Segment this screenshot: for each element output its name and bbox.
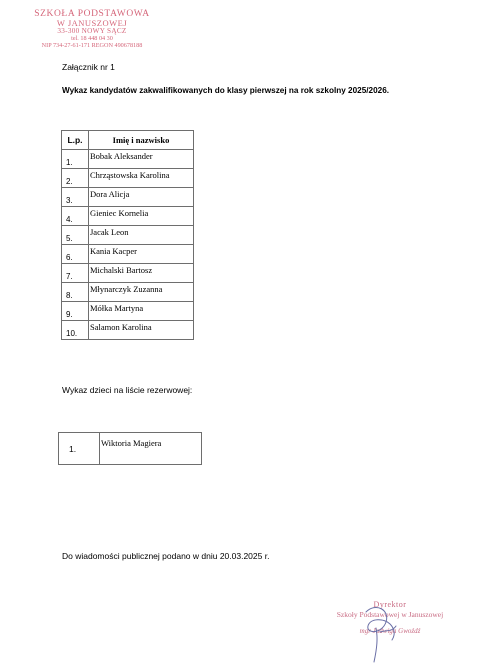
reserve-list-label: Wykaz dzieci na liście rezerwowej:	[62, 385, 193, 395]
row-full-name: Jacak Leon	[89, 226, 194, 245]
director-title: Dyrektor	[373, 600, 407, 609]
reserve-body	[59, 433, 202, 465]
candidate-row	[62, 283, 194, 302]
row-full-name: Michalski Bartosz	[89, 264, 194, 283]
stamp-line-4: tel. 18 448 04 30	[71, 35, 113, 43]
row-number: 1.	[62, 150, 89, 169]
header-name: Imię i nazwisko	[89, 131, 194, 150]
row-full-name: Chrząstowska Karolina	[89, 169, 194, 188]
candidates-table	[61, 130, 194, 340]
candidate-row	[62, 150, 194, 169]
row-number: 6.	[62, 245, 89, 264]
row-full-name: Dora Alicja	[89, 188, 194, 207]
candidate-row	[62, 169, 194, 188]
stamp-line-5: NIP 734-27-61-171 REGON 490678188	[41, 41, 143, 49]
row-number: 5.	[62, 226, 89, 245]
row-full-name: Kania Kacper	[89, 245, 194, 264]
stamp-line-3: 33-300 NOWY SĄCZ	[57, 27, 127, 36]
row-number: 4.	[62, 207, 89, 226]
publication-notice: Do wiadomości publicznej podano w dniu 20.03.2025 r.	[62, 551, 270, 561]
row-number: 7.	[62, 264, 89, 283]
candidate-row	[62, 226, 194, 245]
candidates-header-row	[62, 131, 194, 150]
row-number: 9.	[62, 302, 89, 321]
handwritten-signature	[360, 604, 400, 664]
candidate-row	[62, 302, 194, 321]
candidate-row	[62, 188, 194, 207]
row-full-name: Salamon Karolina	[89, 321, 194, 340]
reserve-table	[58, 432, 202, 465]
row-number: 10.	[62, 321, 89, 340]
candidate-row	[62, 245, 194, 264]
row-full-name: Bobak Aleksander	[89, 150, 194, 169]
candidate-row	[62, 321, 194, 340]
stamp-line-1: SZKOŁA PODSTAWOWA	[34, 9, 150, 19]
candidate-row	[62, 264, 194, 283]
candidates-body	[62, 150, 194, 340]
document-heading: Wykaz kandydatów zakwalifikowanych do klasy pierwszej na rok szkolny 2025/2026.	[62, 86, 390, 95]
director-name: mgr Jadwiga Gwoźdź	[359, 627, 421, 635]
row-full-name: Mółka Martyna	[89, 302, 194, 321]
stamp-line-2: W JANUSZOWEJ	[56, 18, 128, 29]
row-number: 1.	[59, 433, 100, 465]
row-full-name: Wiktoria Magiera	[100, 433, 202, 465]
row-number: 2.	[62, 169, 89, 188]
reserve-row	[59, 433, 202, 465]
annex-label: Załącznik nr 1	[62, 62, 115, 72]
header-lp: L.p.	[62, 131, 89, 150]
director-school: Szkoły Podstawowej w Januszowej	[336, 610, 444, 619]
candidate-row	[62, 207, 194, 226]
row-number: 3.	[62, 188, 89, 207]
row-full-name: Młynarczyk Zuzanna	[89, 283, 194, 302]
signature-stroke	[366, 607, 396, 662]
school-stamp	[34, 9, 150, 50]
row-number: 8.	[62, 283, 89, 302]
row-full-name: Gieniec Kornelia	[89, 207, 194, 226]
